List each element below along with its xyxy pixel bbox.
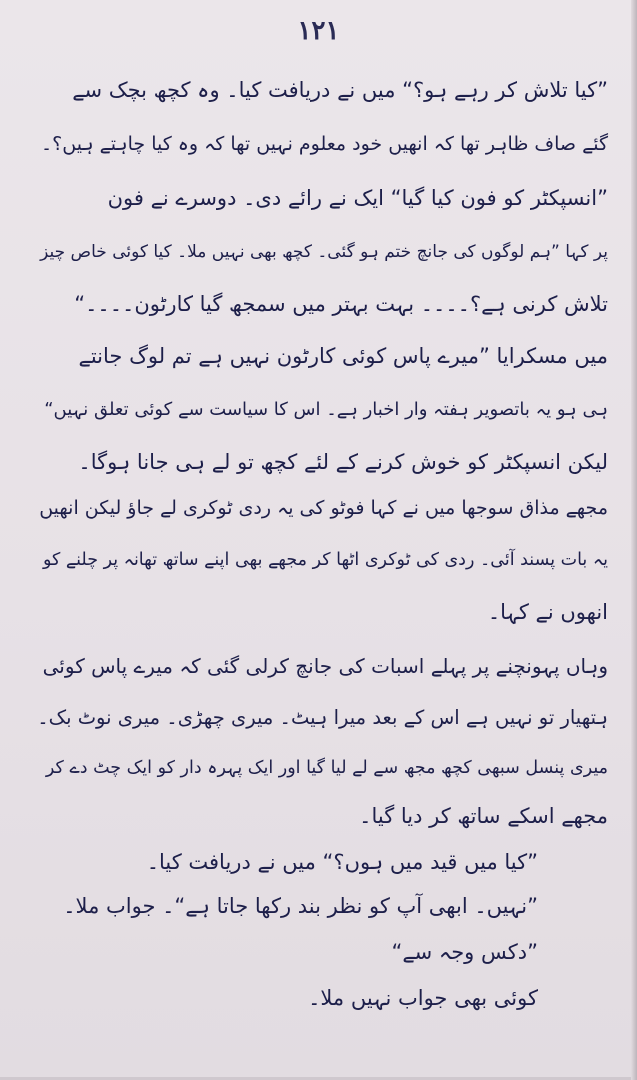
text-line: پر کہا ”ہم لوگوں کی جانچ ختم ہو گئی۔ کچھ بھی نہیں ملا۔ کیا کوئی خاص چیز	[40, 242, 608, 262]
text-line: ”کیا میں قید میں ہوں؟“ میں نے دریافت کیا۔	[146, 850, 538, 874]
text-line: مجھے مذاق سوجھا میں نے کہا فوٹو کی یہ ردی ٹوکری لے جاؤ لیکن انھیں	[39, 497, 608, 519]
text-line: کوئی بھی جواب نہیں ملا۔	[308, 986, 538, 1010]
page-edge	[631, 0, 637, 1080]
text-line: ”انسپکٹر کو فون کیا گیا“ ایک نے رائے دی۔ دوسرے نے فون	[107, 186, 608, 210]
text-line: انھوں نے کہا۔	[487, 600, 608, 624]
text-line: یہ بات پسند آئی۔ ردی کی ٹوکری اٹھا کر مجھے بھی اپنے ساتھ تھانہ پر چلنے کو	[42, 550, 608, 570]
text-line: لیکن انسپکٹر کو خوش کرنے کے لئے کچھ تو لے ہی جانا ہوگا۔	[78, 450, 608, 474]
text-line: گئے صاف ظاہر تھا کہ انھیں خود معلوم نہیں تھا کہ وہ کیا چاہتے ہیں؟۔	[41, 133, 608, 155]
urdu-text-block	[36, 62, 608, 1062]
text-line: ”نہیں۔ ابھی آپ کو نظر بند رکھا جاتا ہے“۔ جواب ملا۔	[63, 894, 538, 918]
text-line: ”کیا تلاش کر رہے ہو؟“ میں نے دریافت کیا۔ وہ کچھ بچک سے	[72, 78, 608, 102]
text-line: ہتھیار تو نہیں ہے اس کے بعد میرا ہیٹ۔ میری چھڑی۔ میری نوٹ بک۔	[37, 706, 608, 729]
text-line: میری پنسل سبھی کچھ مجھ سے لے لیا گیا اور ایک پہرہ دار کو ایک چٹ دے کر	[45, 758, 608, 778]
text-line: ہی ہو یہ باتصویر ہفتہ وار اخبار ہے۔ اس کا سیاست سے کوئی تعلق نہیں“	[44, 399, 608, 420]
text-line: مجھے اسکے ساتھ کر دیا گیا۔	[359, 804, 608, 828]
text-line: وہاں پہونچنے پر پہلے اسبات کی جانچ کرلی گئی کہ میرے پاس کوئی	[42, 654, 608, 678]
text-line: ”دکس وجہ سے“	[391, 940, 538, 964]
page-number: ۱۲۱	[297, 16, 340, 46]
text-line: تلاش کرنی ہے؟۔۔۔۔ بہت بہتر میں سمجھ گیا کارٹون۔۔۔۔“	[74, 292, 608, 316]
text-line: میں مسکرایا ”میرے پاس کوئی کارٹون نہیں ہے تم لوگ جانتے	[78, 344, 608, 368]
